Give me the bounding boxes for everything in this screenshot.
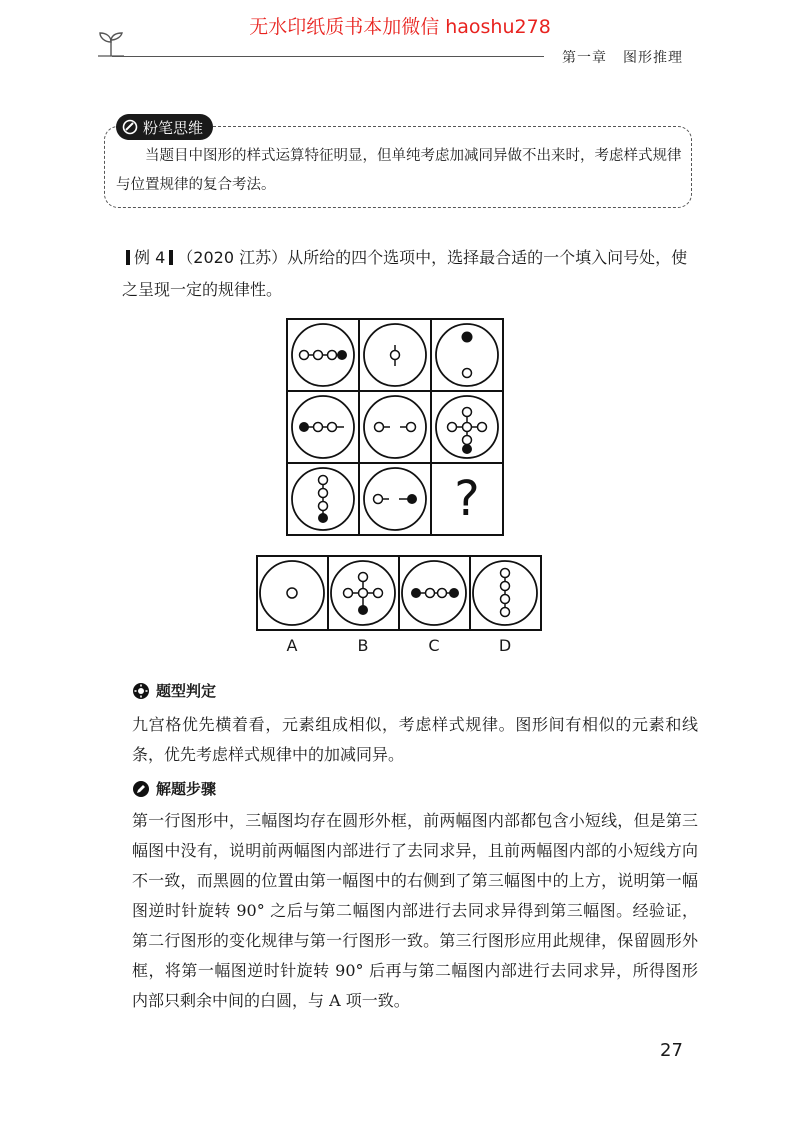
example-text: （2020 江苏）从所给的四个选项中，选择最合适的一个填入问号处，使之呈现一定的规律性。: [122, 248, 688, 299]
example-question: [122, 242, 702, 306]
watermark-text: 无水印纸质书本加微信 haoshu278: [249, 16, 551, 38]
type-section-title: [132, 680, 216, 701]
running-header: [562, 47, 683, 67]
type-section-paragraph: 九宫格优先横着看，元素组成相似，考虑样式规律。图形间有相似的元素和线条，优先考虑样式规律中的加减同异。: [132, 715, 698, 764]
solution-section-title: [132, 778, 216, 799]
option-b-label[interactable]: B: [357, 636, 369, 655]
options-row: [256, 555, 542, 631]
solution-section-label: 解题步骤: [156, 780, 217, 798]
solution-section-paragraph: 第一行图形中，三幅图均存在圆形外框，前两幅图内部都包含小短线，但是第三幅图中没有，说明前两幅图内部进行了去同求异，且前两幅图内部的小短线方向不一致，而黑圆的位置由第一幅图中的右侧到了第三幅图中的上方，说明第一幅图逆时针旋转 90° 之后与第二幅图内部进行去同求异得到第三幅图。经验证，第二行图形的变化规律与第一行图形一致。第三行图形应用此规律，保留圆形外框，将第一幅图逆时针旋转 90° 后再与第二幅图内部进行去同求异，所得图形内部只剩余中间的白圆，与 A 项一致。: [132, 811, 698, 1010]
option-c-label[interactable]: C: [428, 636, 440, 655]
tip-text: 当题目中图形的样式运算特征明显，但单纯考虑加减同异做不出来时，考虑样式规律与位置规律的复合考法。: [116, 148, 682, 193]
question-mark: ?: [454, 471, 480, 527]
option-a-label[interactable]: A: [286, 636, 298, 655]
option-d-label[interactable]: D: [498, 636, 512, 655]
example-label: 例 4: [134, 248, 166, 267]
example-bar-right: [169, 250, 173, 265]
chalk-icon: [122, 119, 138, 135]
type-section-label: 题型判定: [156, 682, 217, 700]
sprout-icon: [96, 28, 126, 58]
page-number: 27: [660, 1040, 683, 1061]
header-rule: [112, 56, 544, 57]
example-bar-left: [126, 250, 130, 265]
type-section-text: [132, 710, 698, 770]
tip-badge-label: 粉笔思维: [143, 118, 204, 137]
pencil-icon: [132, 780, 150, 798]
solution-section-text: [132, 806, 698, 1016]
tip-badge: [116, 114, 213, 140]
gear-icon: [132, 682, 150, 700]
section-label: 图形推理: [623, 50, 683, 66]
puzzle-grid: [286, 318, 504, 536]
chapter-label: 第一章: [562, 50, 607, 66]
